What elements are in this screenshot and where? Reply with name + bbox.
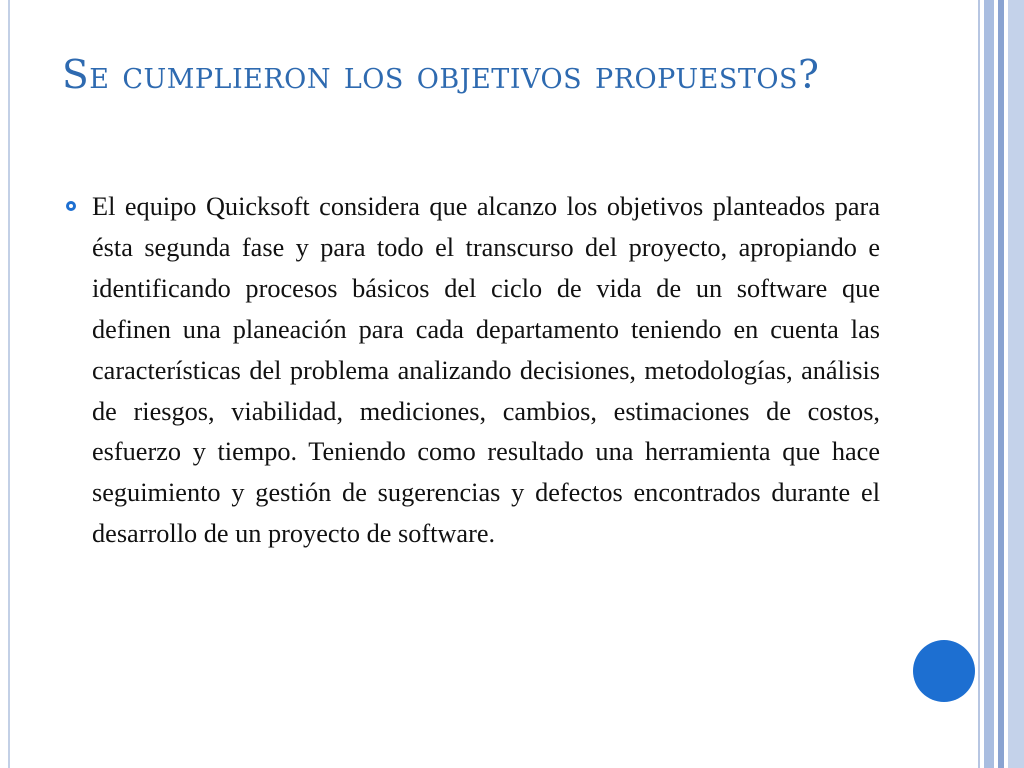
right-decorative-stripes <box>978 0 1024 768</box>
slide-title: Se cumplieron los objetivos propuestos? <box>62 53 820 98</box>
stripe <box>984 0 994 768</box>
slide-body <box>62 187 880 555</box>
blue-circle-decoration-icon <box>913 640 975 702</box>
stripe <box>978 0 980 768</box>
bullet-text: El equipo Quicksoft considera que alcanzo los objetivos planteados para ésta segunda fase y para todo el transcurso del proyecto, apropiando e identificando procesos básicos del ciclo de vida de un software que definen una planeación para cada departamento teniendo en cuenta las características del problema analizando decisiones, metodologías, análisis de riesgos, viabilidad, mediciones, cambios, estimaciones de costos, esfuerzo y tiempo. Teniendo como resultado una herramienta que hace seguimiento y gestión de sugerencias y defectos encontrados durante el desarrollo de un proyecto de software. <box>92 192 880 549</box>
bullet-item <box>62 187 880 555</box>
stripe <box>1008 0 1024 768</box>
hollow-circle-bullet-icon <box>66 201 76 211</box>
left-border-line <box>8 0 10 768</box>
